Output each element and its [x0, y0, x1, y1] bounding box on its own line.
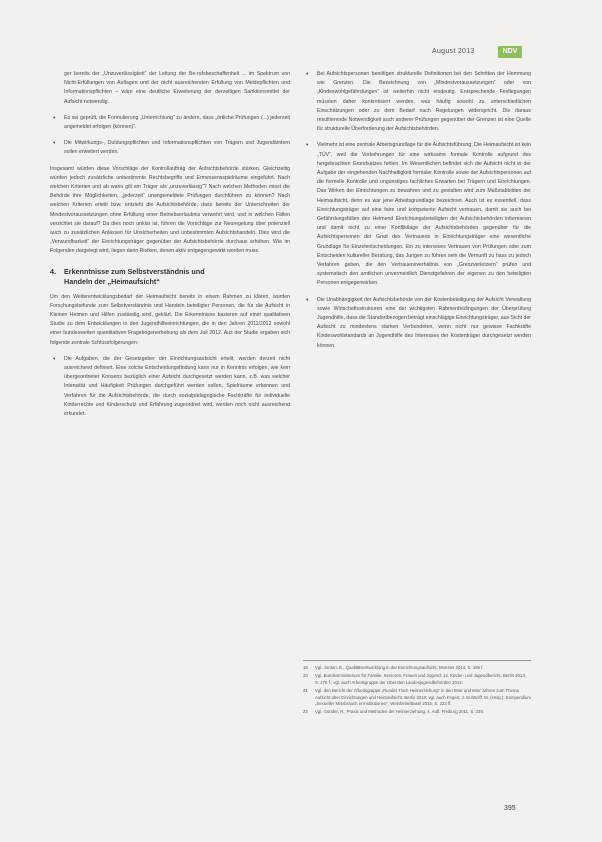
footnote-number: 21 [303, 688, 308, 694]
footnote-number: 22 [303, 709, 308, 715]
footnote [303, 688, 531, 707]
left-bottom-bullet-list [50, 355, 290, 419]
left-column [50, 70, 290, 426]
footnote [303, 709, 531, 715]
footnote-text: Vgl. Günder, R., Praxis und Methoden der Heimerziehung, 4. Aufl. Freiburg 2011, S. 238. [315, 709, 485, 715]
right-bullet-list [303, 70, 531, 351]
footnote [303, 673, 531, 686]
journal-badge: NDV [498, 46, 522, 58]
footnote [303, 665, 531, 671]
list-item: • Bei Aufsichtspersonen benötigen strukturelle Definitionen bei den Schritten der Hemmung wie Grenzen. Die Bezeichnung von „Mindestvoraussetzungen“ oder von „Kindeswohlgefährdungen“ ist weiterhin nicht eindeutig. Entsprechende Festlegungen müssten daher konkretisiert werden, was häufig sowohl zu unterschiedlichen Einschätzungen oder zu dem Bedarf nach Regelungen widerspricht. Die daraus resultierende Notwendigkeit auch anderer Prüfungen gegenüber der Grenzen ist eine Quelle für strukturelle Überforderung der Aufsichtsbehörden. [303, 70, 531, 134]
body-paragraph: Insgesamt würden diese Vorschläge der Kontrollauftrag der Aufsichtsbehörde stärken. Gleichzeitig würden jedoch zusätzliche unbestimmte Rechtsbegriffe und Ermessensspielräume eingeführt. Nach welchen Kriterien und ab wann gilt ein Träger als „unzuverlässig“? Nach welchen Methoden misst die Behörde ihre Möglichkeiten, „jederzeit“ unangemeldete Prüfungen durchführen zu können? Nach welchen Kriterien erteilt bzw. entzieht die Aufsichtsbehörde, dass bereits der Unterschreiten der Mindestvoraussetzungen ohne Erfüllung einer Betriebserlaubnis verwehrt wird, und in welchen Fällen verzichtet sie darauf? Da dies noch unklar ist, führen die Vorschläge zur Neuregelung über potenziell auch zu zusätzlichen Anlässen für Unsicherheiten und unbestimmten Aufsichtshandeln. Dies wird die „Verwundbarkeit“ der Einrichtungsträger gegenüber der Aufsichtsbehörde durchaus erhöhen. Wie im Folgenden dargelegt wird, liegen darin Risiken, denen aktiv entgegengewirkt werden muss. [50, 165, 290, 255]
list-item: • Die Aufgaben, die der Gesetzgeber der Einrichtungsaufsicht erteilt, werden derzeit nicht ausreichend definiert. Eine solche Entscheidungsfindung kann nur in Kenntnis erfolgen, wie kein übergeordneter Konsens bezüglich einer Aufsicht durchgesetzt werden kann, z.B. was welcher Intensität und Häufigkeit Prüfungen durchgeführt werden sollen, Spielräume erkennen und Verfahren für die Aufsichtsbehörde, die durch sozialpädagogische Fachkräfte für individuelle Kinderrechte und Kinderschutz und Erfahrung zugeordnet wird, werden noch nicht ausreichend erkundet. [50, 355, 290, 419]
header-date: August 2013 [432, 48, 475, 55]
list-item: • Die Mitwirkungs-, Duldungspflichten und Informationspflichten von Trägern und Jugendämtern sollen erweitert werden. [50, 139, 290, 157]
footnote-number: 20 [303, 673, 308, 679]
list-item: • Es sei geprüft, die Formulierung „Unterrichtung“ zu ändern, dass „örtliche Prüfungen (...) jederzeit angemeldet erfolgen (können)“. [50, 114, 290, 132]
list-item: • Vielmehr ist eine zentrale Arbeitsgrundlage für die Aufsichtsführung: Die Heimaufsicht ist kein „TÜV“, weil die Vorkehrungen für eine wirksame formale Kontrolle aufgrund des hergebrachten Grundsatzes fehlen. Im Wesentlichen befindet sich die Aufsicht nicht in der Aufgabe der eingehenden Nachhaltigkeit formaler Kontrolle sowie der Aufsichtspersonen auf die formelle Kontrolle und ungünstiges fachliches Erwarten bei Trägern und Einrichtungen. Das Wirken der Einrichtungen zu bewahren und zu gestalten wird zum Maßstabbilden der Heimaufsicht, denn es war jene Arbeitsgrundlage bezeichnet. Auch ist es essentiell, dass Einrichtungsträger auf eine faire und kompetente Aufsicht vertrauen, damit sie auch bei Gefährdungsfällen des Heimend Einrichtungsbeteiligten der Aufsichtsbehörden informieren und damit nicht zu einer Konfliktlage der Aufsichtsbehörden gegenüber für die Aufsichtspersonen der Grad des Vertrauens in Einrichtungsträger eine wesentliche Grundlage für Einzelentscheidungen. Ein zu intensives Vertrauen von Prüfungen oder zum Entscheiden kultureller Beratung, das Jungen zu führen sein die Vernunft zu hass zu jedoch Verfahren geben, die den Vertrauensverhältnis von „Grenzverletzern“ prüfen und systematisch den amtlichen unvermeidlich Dienstgefahren der eigenen zu den beteiligten Personen entgegenwirken. [303, 141, 531, 288]
footnote-text: Vgl. Jordan, E., Qualitätsentwicklung in der Einrichtungsaufsicht, Münster 2014, S. 185 f. [315, 665, 484, 670]
footnotes [303, 660, 531, 718]
footnote-text: Vgl. Bundesministerium für Familie, Senioren, Frauen und Jugend: 14. Kinder- und Jugendbericht, Berlin 2013, S. 275 f.; vgl. auch Arbeitsgruppe der Obersten Landesjugendbehörden 2012. [315, 673, 526, 685]
section-paragraph: Um den Weiterentwicklungsbedarf der Heimaufsicht bereits in einem Rahmen zu klären, wurden Forschungsbefunde zum Selbstverständnis und Handeln beteiligter Personen, die für die Aufsicht in Kleinen Heimen und Hilfen zuständig sind, geklärt. Die Erkenntnisse basieren auf einer qualitativen Studie zu dem Entwicklungen in den Jugendhilfeeinrichtungen, die in den Jahren 2011/2012 sowohl einer bundesweiten quantitativen Fragebogenerhebung als dem Juli 2012. Aus der Studie ergaben sich folgende zentrale Schlussfolgerungen: [50, 293, 290, 346]
footnote-number: 19 [303, 665, 308, 670]
section-title-line2: Handeln der „Heimaufsicht“ [64, 276, 160, 286]
intro-paragraph: ger bereits der „Unzuverlässigkeit“ der Leitung der Be-rufsbeschaffenheit ... im Spektrum von Nicht-Erfüllungen von Auflagen und der nicht ausreichenden Erfüllung von Meldepflichten und Informationspflichten – wäre eine deutliche Erweiterung der derzeitigen Sanktionsmittel der Aufsicht notwendig. [64, 71, 290, 105]
footnote-text: Vgl. den Bericht der Arbeitsgruppe „Runder Tisch Heimerziehung“ in den 50er und 60er Jahren zum Thema Aufsicht über Einrichtungen und Heimaufsicht, Berlin 2010; vgl. auch Fegert, J. M./Wolff, M. (Hrsg.): Kompendium „Sexueller Missbrauch in Institutionen“, Weinheim/Basel 2015, S. 223 ff. [315, 688, 531, 707]
page-number: 395 [504, 805, 516, 812]
left-bullet-list [50, 114, 290, 158]
section-number: 4. [50, 266, 56, 276]
right-column [303, 70, 531, 358]
section-title-line1: Erkenntnisse zum Selbstverständnis und [64, 266, 205, 276]
section-heading [50, 267, 290, 287]
list-item: • Die Unabhängigkeit der Aufsichtsbehörde von der Kostenbeteiligung der Aufsicht Verwaltung sowie Wirtschaftsstrukturen eine der wichtigsten Rahmenbedingungen der Überprüfung Jugendhilfe, dass die Standortbezogen beträgt einschlägige Einrichtungsträger, aus Sicht der Aufsicht zu mindestens starken Verbundeten, wenn nicht nur gewisse Fachkräfte Kindeswohlstandards an Jugendhilfe des Interesses der Kostenträger durchgesetzt werden können. [303, 296, 531, 351]
